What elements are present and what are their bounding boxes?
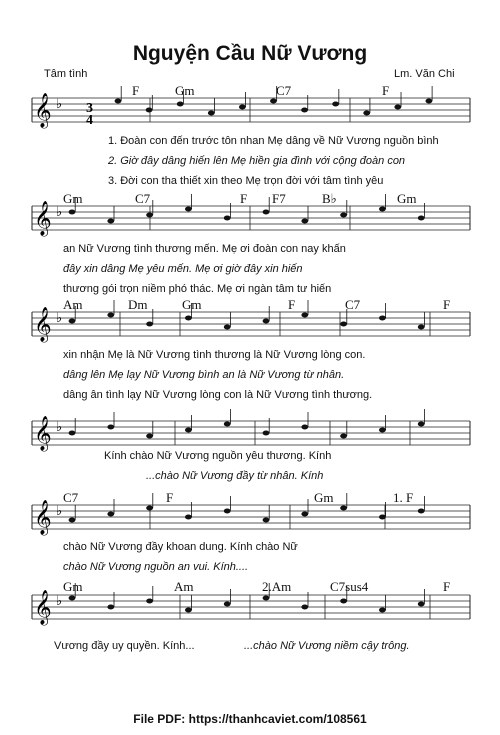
- lyric-verse-1: xin nhận Mẹ là Nữ Vương tình thương là Nữ Vương lòng con.: [63, 349, 366, 361]
- treble-clefs: [34, 93, 62, 626]
- time-signature-top: 3: [86, 101, 93, 116]
- flat-key-signature: ♭: [56, 205, 63, 220]
- flat-key-signature: ♭: [56, 311, 63, 326]
- lyric-verse-3: 3. Đời con tha thiết xin theo Mẹ trọn đời với tâm tình yêu: [108, 175, 384, 187]
- notehead: [340, 322, 347, 327]
- notehead: [69, 210, 76, 215]
- notehead: [340, 506, 347, 511]
- notehead: [418, 509, 425, 514]
- notehead: [301, 605, 308, 610]
- notehead: [301, 425, 308, 430]
- lyric-verse-3: dâng ân tình lạy Nữ Vương lòng con là Nữ Vương tình thương.: [63, 389, 373, 401]
- notehead: [146, 108, 153, 113]
- notehead: [379, 428, 386, 433]
- notehead: [224, 422, 231, 427]
- notehead: [263, 431, 270, 436]
- chord: B♭: [322, 191, 337, 206]
- chord: F7: [272, 191, 286, 206]
- song-title: Nguyện Cầu Nữ Vương: [132, 42, 368, 65]
- treble-clef: 𝄞: [34, 307, 52, 342]
- notehead: [394, 105, 401, 110]
- notehead: [301, 108, 308, 113]
- lyric-refrain-2: ...chào Nữ Vương đầy từ nhân. Kính: [146, 470, 324, 482]
- notehead: [301, 512, 308, 517]
- notehead: [146, 434, 153, 439]
- lyric-verse-1: 1. Đoàn con đến trước tôn nhan Mẹ dâng về Nữ Vương nguồn bình: [108, 135, 439, 147]
- chord: C7sus4: [330, 579, 369, 594]
- notehead: [208, 111, 215, 116]
- lyric-verse-2: đây xin dâng Mẹ yêu mến. Mẹ ơi giờ đây xin hiến: [63, 263, 303, 275]
- chord: F: [166, 490, 174, 505]
- chord: Gm: [175, 83, 195, 98]
- notehead: [363, 111, 370, 116]
- lyric-refrain-1: chào Nữ Vương đầy khoan dung. Kính chào Nữ: [63, 541, 298, 553]
- notehead: [263, 596, 270, 601]
- notehead: [177, 102, 184, 107]
- chord: Gm: [182, 297, 202, 312]
- lyric-verse-1: an Nữ Vương tình thương mến. Mẹ ơi đoàn con nay khấn: [63, 243, 346, 255]
- notehead: [224, 602, 231, 607]
- lyric-verse-3: thương gói trọn niềm phó thác. Mẹ ơi ngàn tâm tư hiến: [63, 283, 332, 295]
- lyric-refrain-2: chào Nữ Vương nguồn an vui. Kính....: [63, 561, 249, 573]
- notehead: [146, 599, 153, 604]
- notehead: [146, 213, 153, 218]
- notehead: [379, 316, 386, 321]
- notehead: [270, 99, 277, 104]
- treble-clef: 𝄞: [34, 201, 52, 236]
- notehead: [379, 207, 386, 212]
- notehead: [185, 515, 192, 520]
- tempo-marking: Tâm tình: [44, 68, 88, 80]
- footer-link[interactable]: File PDF: https://thanhcaviet.com/108561: [133, 712, 367, 726]
- chord: F: [132, 83, 140, 98]
- flat-key-signature: ♭: [56, 594, 63, 609]
- volta-2-chord: 2.Am: [262, 579, 292, 594]
- flat-key-signature: ♭: [56, 97, 63, 112]
- notehead: [426, 99, 433, 104]
- chord: F: [288, 297, 296, 312]
- notehead: [69, 596, 76, 601]
- flat-key-signature: ♭: [56, 420, 63, 435]
- notehead: [418, 325, 425, 330]
- notehead: [418, 422, 425, 427]
- notehead: [224, 216, 231, 221]
- notehead: [239, 105, 246, 110]
- chord: Gm: [397, 191, 417, 206]
- notehead: [69, 518, 76, 523]
- notehead: [224, 509, 231, 514]
- notehead: [301, 219, 308, 224]
- time-signature-bottom: 4: [86, 113, 93, 128]
- treble-clef: 𝄞: [34, 416, 52, 451]
- chord: F: [240, 191, 248, 206]
- notehead: [340, 213, 347, 218]
- notehead: [185, 207, 192, 212]
- lyric-verse-2: 2. Giờ đây dâng hiến lên Mẹ hiền gia đình với cộng đoàn con: [108, 155, 406, 167]
- chord: Gm: [63, 191, 83, 206]
- notehead: [418, 216, 425, 221]
- chord: F: [443, 579, 451, 594]
- chord: Gm: [314, 490, 334, 505]
- chord: C7: [276, 83, 292, 98]
- lyric-verse-2: dâng lên Mẹ lạy Nữ Vương bình an là Nữ Vương từ nhân.: [63, 369, 345, 381]
- notehead: [107, 219, 114, 224]
- chord: Gm: [63, 579, 83, 594]
- chord: C7: [345, 297, 361, 312]
- flat-key-signature: ♭: [56, 504, 63, 519]
- notehead: [107, 605, 114, 610]
- treble-clef: 𝄞: [34, 500, 52, 535]
- composer: Lm. Văn Chi: [394, 68, 455, 80]
- notehead: [69, 319, 76, 324]
- lyric-ending-2: ...chào Nữ Vương niềm cậy trông.: [244, 640, 410, 652]
- notehead: [107, 313, 114, 318]
- lyric-refrain-1: Kính chào Nữ Vương nguồn yêu thương. Kính: [104, 450, 332, 462]
- notehead: [263, 319, 270, 324]
- notehead: [146, 322, 153, 327]
- chord: C7: [135, 191, 151, 206]
- treble-clef: 𝄞: [34, 590, 52, 625]
- notehead: [115, 99, 122, 104]
- notehead: [301, 313, 308, 318]
- notehead: [263, 210, 270, 215]
- chord: Am: [63, 297, 83, 312]
- volta-1-chord: 1. F: [393, 490, 414, 505]
- treble-clef: 𝄞: [34, 93, 52, 128]
- chord: F: [443, 297, 451, 312]
- notehead: [146, 506, 153, 511]
- notehead: [263, 518, 270, 523]
- notehead: [185, 316, 192, 321]
- notehead: [107, 512, 114, 517]
- notehead: [224, 325, 231, 330]
- notehead: [379, 608, 386, 613]
- chord: Dm: [128, 297, 148, 312]
- notehead: [379, 515, 386, 520]
- chord: Am: [174, 579, 194, 594]
- notehead: [185, 428, 192, 433]
- chord: F: [382, 83, 390, 98]
- notehead: [340, 599, 347, 604]
- notehead: [185, 608, 192, 613]
- notehead: [340, 434, 347, 439]
- notehead: [418, 602, 425, 607]
- chord: C7: [63, 490, 79, 505]
- notehead: [107, 425, 114, 430]
- notehead: [332, 102, 339, 107]
- notehead: [69, 431, 76, 436]
- lyric-ending-1: Vương đầy uy quyền. Kính...: [54, 640, 195, 652]
